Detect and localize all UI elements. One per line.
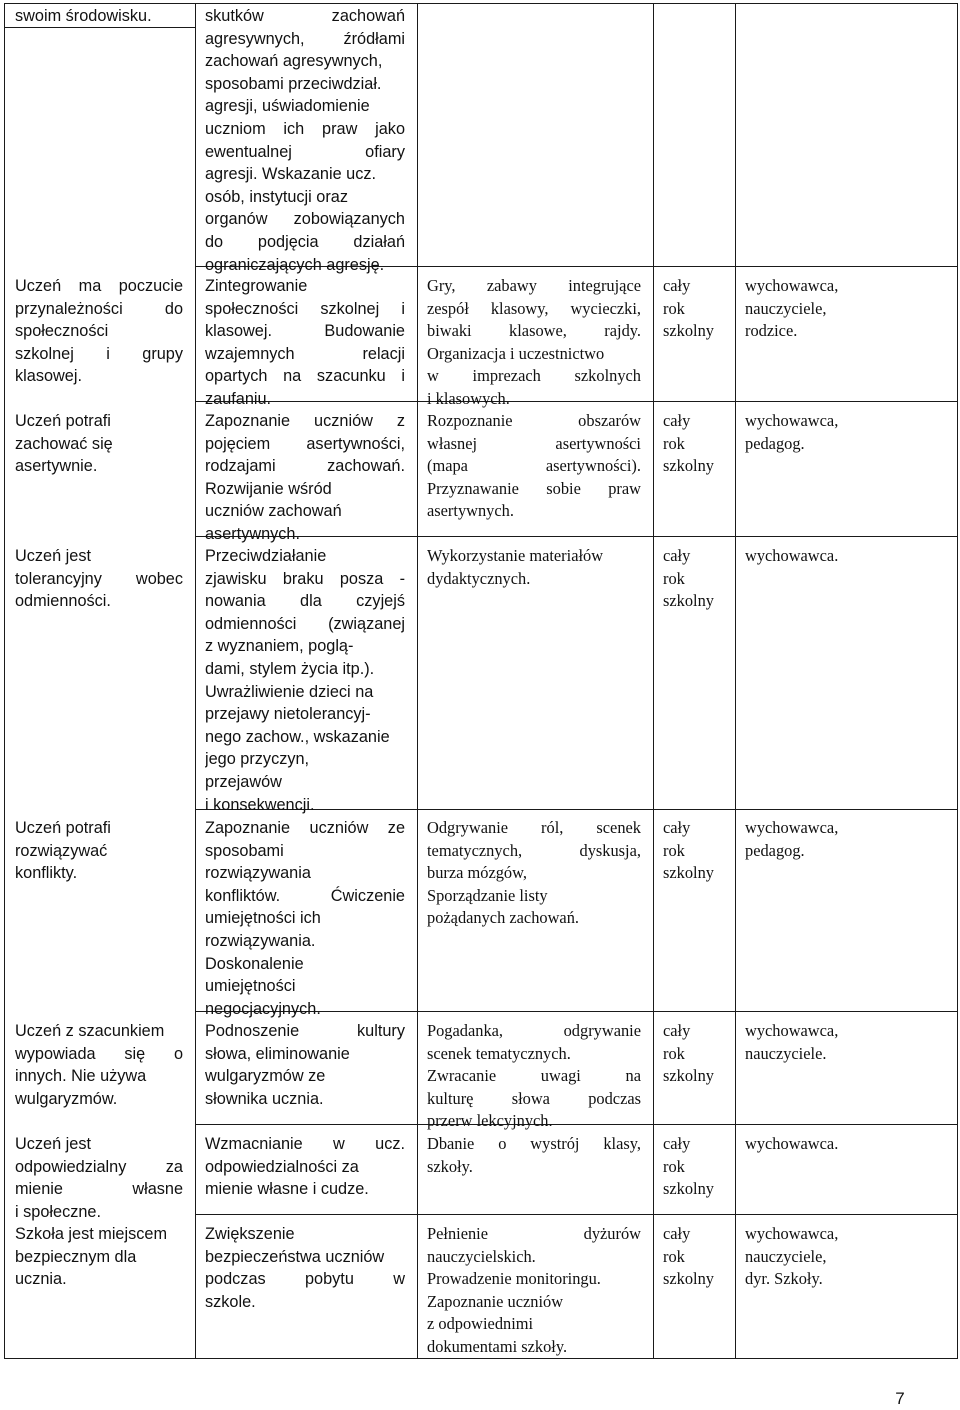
cell-text-line: opartych na szacunku i: [205, 367, 405, 386]
cell-text-line: przejawy nietolerancyj-: [205, 705, 371, 724]
cell-text-line: wychowawca,: [745, 818, 839, 837]
cell-text-line: wychowawca,: [745, 1224, 839, 1243]
cell-text-line: odpowiedzialny za: [15, 1157, 183, 1176]
cell-text-line: wypowiada się o: [15, 1044, 183, 1063]
cell-text-line: ograniczających agresję.: [205, 255, 385, 274]
table-cell-col3: [427, 1020, 641, 1133]
cell-text-line: sposobami: [205, 841, 284, 860]
table-cell-col5: [745, 410, 945, 455]
cell-text-line: i konsekwencji.: [205, 795, 315, 814]
cell-text-line: cały: [663, 276, 691, 295]
cell-text-line: rok: [663, 1043, 685, 1063]
cell-text-line: burza mózgów,: [427, 863, 527, 883]
cell-text-line: bezpieczeństwa uczniów: [205, 1247, 385, 1266]
cell-text-line: wychowawca,: [745, 411, 839, 430]
cell-text-line: umiejętności ich: [205, 909, 321, 928]
table-cell-col3: [427, 410, 641, 523]
cell-text-line: Doskonalenie: [205, 954, 304, 973]
column-divider: [195, 3, 196, 1359]
cell-text-line: z wyznaniem, poglą-: [205, 637, 354, 656]
cell-text-line: rozwiązywania.: [205, 931, 316, 950]
cell-text-line: szkolny: [663, 1179, 714, 1199]
cell-text-line: szkolnej i grupy: [15, 344, 183, 363]
cell-text-line: dyr. Szkoły.: [745, 1269, 823, 1289]
cell-text-line: odmienności.: [15, 592, 111, 611]
cell-text-line: Zintegrowanie: [205, 277, 308, 295]
table-cell-col4: [663, 1020, 723, 1088]
table-cell-col4: [663, 1223, 723, 1291]
cell-text-line: szkolny: [663, 591, 714, 611]
cell-text-line: agresji, uświadomienie: [205, 97, 370, 116]
cell-text-line: Uczeń z szacunkiem: [15, 1022, 165, 1040]
cell-text-line: cały: [663, 411, 691, 430]
table-cell-col4: [663, 275, 723, 343]
table-cell-col1: [15, 1020, 183, 1110]
cell-text-line: sposobami przeciwdział.: [205, 74, 382, 93]
cell-text-line: własnej asertywności: [427, 433, 641, 453]
table-cell-col5: [745, 275, 945, 343]
cell-text-line: mienie własne i cudze.: [205, 1180, 369, 1199]
cell-text-line: klasowej. Budowanie: [205, 322, 405, 341]
table-cell-col1: [15, 1133, 183, 1223]
table-cell-col1: [15, 1223, 183, 1291]
cell-text-line: zespół klasowy, wycieczki,: [427, 298, 641, 318]
cell-text-line: w imprezach szkolnych: [427, 366, 641, 386]
cell-text-line: (mapa asertywności).: [427, 456, 641, 476]
table-cell-col1: [15, 410, 183, 478]
cell-text-line: Uwrażliwienie dzieci na: [205, 682, 374, 701]
cell-text-line: rozwiązywania: [205, 864, 311, 883]
cell-text-line: rok: [663, 1246, 685, 1266]
cell-text-line: rok: [663, 433, 685, 453]
column-divider: [653, 3, 654, 1359]
cell-text-line: ewentualnej ofiary: [205, 142, 405, 161]
cell-text-line: odpowiedzialności za: [205, 1157, 359, 1176]
page-number: 7: [895, 1389, 905, 1408]
cell-text-line: przerw lekcyjnych.: [427, 1111, 553, 1131]
table-cell-col1: [15, 275, 183, 388]
cell-text-line: zachować się: [15, 434, 113, 453]
cell-text-line: szkolny: [663, 1066, 714, 1086]
cell-text-line: Zapoznanie uczniów: [427, 1291, 564, 1311]
cell-text-line: Zwiększenie: [205, 1225, 295, 1243]
cell-text-line: uczniom ich praw jako: [205, 119, 405, 138]
cell-text-line: szkolny: [663, 1269, 714, 1289]
cell-text-line: szkolny: [663, 863, 714, 883]
cell-text-line: Rozwijanie wśród: [205, 479, 332, 498]
cell-text-line: pojęciem asertywności,: [205, 434, 405, 453]
cell-text-line: Pogadanka, odgrywanie: [427, 1021, 641, 1040]
cell-text-line: zjawisku braku posza -: [205, 569, 405, 588]
table-cell-col5: [745, 1020, 945, 1065]
table-cell-col2: [205, 1133, 405, 1201]
cell-text-line: odmienności (związanej: [205, 614, 405, 633]
cell-text-line: przynależności do: [15, 299, 183, 318]
cell-text-line: pożądanych zachowań.: [427, 908, 579, 928]
cell-text-line: nauczycielskich.: [427, 1246, 536, 1266]
cell-text-line: rodzice.: [745, 321, 798, 341]
cell-text-line: dami, stylem życia itp.).: [205, 659, 375, 678]
cell-text-line: Uczeń jest: [15, 1135, 92, 1153]
cell-text-line: szkolny: [663, 456, 714, 476]
cell-text-line: zachowań agresywnych,: [205, 52, 383, 71]
cell-text-line: kulturę słowa podczas: [427, 1088, 641, 1108]
cell-text-line: rok: [663, 840, 685, 860]
cell-text-line: Wzmacnianie w ucz.: [205, 1135, 405, 1153]
cell-text-line: Dbanie o wystrój klasy,: [427, 1134, 641, 1153]
cell-text-line: Uczeń potrafi: [15, 819, 111, 837]
cell-text-line: asertywnie.: [15, 457, 98, 476]
table-cell-col5: [745, 1133, 945, 1156]
cell-text-line: rok: [663, 1156, 685, 1176]
cell-text-line: nego zachow., wskazanie: [205, 727, 390, 746]
cell-text-line: Pełnienie dyżurów: [427, 1224, 641, 1243]
cell-text-line: wychowawca,: [745, 1021, 839, 1040]
cell-text-line: Zapoznanie uczniów z: [205, 412, 405, 430]
cell-text-line: mienie własne: [15, 1180, 183, 1199]
cell-text-line: cały: [663, 546, 691, 565]
cell-text-line: Wykorzystanie materiałów: [427, 546, 604, 565]
cell-text-line: Podnoszenie kultury: [205, 1022, 405, 1040]
column-divider: [417, 3, 418, 1359]
cell-text-line: asertywnych.: [427, 501, 514, 521]
table-cell-col2: [205, 545, 405, 816]
cell-text-line: społeczności szkolnej i: [205, 299, 405, 318]
cell-text-line: cały: [663, 1134, 691, 1153]
cell-text-line: bezpiecznym dla: [15, 1247, 137, 1266]
table-cell-col3: [427, 275, 641, 411]
cell-text-line: nauczyciele,: [745, 298, 827, 318]
table-cell-col3: [427, 545, 641, 590]
cell-text-line: podczas pobytu w: [205, 1270, 405, 1289]
cell-text-line: Zapoznanie uczniów ze: [205, 819, 405, 837]
table-cell-col2: [205, 817, 405, 1020]
cell-text-line: i społeczne.: [15, 1202, 101, 1221]
cell-text-line: Przeciwdziałanie: [205, 547, 327, 565]
cell-text-line: uczniów zachowań: [205, 502, 342, 521]
table-cell-col2: [205, 1223, 405, 1313]
cell-text-line: agresji. Wskazanie ucz.: [205, 165, 377, 184]
column-divider: [735, 3, 736, 1359]
cell-text-line: szkole.: [205, 1292, 256, 1311]
cell-text-line: Uczeń jest: [15, 547, 92, 565]
cell-text-line: klasowej.: [15, 367, 82, 386]
table-cell-col1: [15, 545, 183, 613]
cell-text-line: szkoły.: [427, 1156, 473, 1176]
cell-text-line: rozwiązywać: [15, 841, 108, 860]
cell-text-line: wychowawca.: [745, 546, 839, 565]
cell-text-line: Zwracanie uwagi na: [427, 1066, 641, 1086]
table-cell-col4: [663, 410, 723, 478]
cell-text-line: innych. Nie używa: [15, 1067, 147, 1086]
table-cell-col4: [663, 545, 723, 613]
cell-text-line: umiejętności: [205, 977, 296, 996]
cell-text-line: agresywnych, źródłami: [205, 29, 405, 48]
table-cell-col4: [663, 817, 723, 885]
cell-text-line: skutków zachowań: [205, 7, 405, 25]
cell-text-line: rodzajami zachowań.: [205, 457, 405, 476]
cell-text-line: Odgrywanie ról, scenek: [427, 818, 641, 837]
cell-text-line: wzajemnych relacji: [205, 344, 405, 363]
cell-text-line: ucznia.: [15, 1270, 67, 1289]
table-cell-col2: [205, 275, 405, 411]
cell-text-line: Uczeń ma poczucie: [15, 277, 183, 295]
cell-text-line: asertywnych.: [205, 524, 301, 543]
cell-text-line: słownika ucznia.: [205, 1089, 324, 1108]
cell-text-line: wychowawca.: [745, 1134, 839, 1153]
cell-text-line: przejawów: [205, 772, 282, 791]
table-cell-col4: [663, 1133, 723, 1201]
cell-text-line: Uczeń potrafi: [15, 412, 111, 430]
table-cell-col2: [205, 410, 405, 546]
cell-text-line: osób, instytucji oraz: [205, 187, 348, 206]
cell-text-line: nauczyciele,: [745, 1246, 827, 1266]
cell-text-line: Sporządzanie listy: [427, 885, 548, 905]
cell-text-line: Rozpoznanie obszarów: [427, 411, 641, 430]
table-cell-col2: [205, 5, 405, 276]
cell-text-line: nauczyciele.: [745, 1043, 827, 1063]
cell-text-line: cały: [663, 1224, 691, 1243]
cell-text-line: swoim środowisku.: [15, 7, 152, 25]
cell-text-line: społeczności: [15, 322, 109, 341]
table-border-left: [4, 3, 5, 1359]
cell-text-line: Organizacja i uczestnictwo: [427, 343, 605, 363]
table-cell-col3: [427, 817, 641, 930]
cell-text-line: szkolny: [663, 321, 714, 341]
cell-text-line: Przyznawanie sobie praw: [427, 478, 641, 498]
table-cell-col2: [205, 1020, 405, 1110]
table-border-right: [957, 3, 958, 1359]
cell-text-line: cały: [663, 1021, 691, 1040]
cell-text-line: negocjacyjnych.: [205, 999, 321, 1018]
cell-text-line: wulgaryzmów.: [15, 1089, 118, 1108]
cell-text-line: scenek tematycznych.: [427, 1043, 571, 1063]
cell-text-line: organów zobowiązanych: [205, 210, 405, 229]
cell-text-line: biwaki klasowe, rajdy.: [427, 321, 641, 341]
cell-text-line: tematycznych, dyskusja,: [427, 840, 641, 860]
cell-text-line: rok: [663, 298, 685, 318]
table-cell-col5: [745, 1223, 945, 1291]
cell-text-line: dydaktycznych.: [427, 568, 531, 588]
cell-text-line: rok: [663, 568, 685, 588]
cell-text-line: pedagog.: [745, 840, 805, 860]
cell-text-line: dokumentami szkoły.: [427, 1336, 568, 1356]
cell-text-line: Prowadzenie monitoringu.: [427, 1269, 601, 1289]
cell-text-line: konfliktów. Ćwiczenie: [205, 886, 405, 905]
cell-text-line: cały: [663, 818, 691, 837]
cell-text-line: do podjęcia działań: [205, 232, 405, 251]
cell-text-line: wychowawca,: [745, 276, 839, 295]
table-cell-col3: [427, 1223, 641, 1359]
table-cell-col5: [745, 545, 945, 568]
cell-text-line: z odpowiednimi: [427, 1314, 534, 1334]
cell-text-line: Gry, zabawy integrujące: [427, 276, 641, 295]
cell-text-line: wulgaryzmów ze: [205, 1067, 326, 1086]
cell-text-line: i klasowych.: [427, 388, 510, 408]
cell-text-line: konflikty.: [15, 864, 78, 883]
cell-text-line: zaufaniu.: [205, 389, 272, 408]
table-border-top: [4, 3, 958, 4]
cell-text-line: jego przyczyn,: [205, 750, 310, 769]
cell-text-line: słowa, eliminowanie: [205, 1044, 350, 1063]
cell-text-line: nowania dla czyjejś: [205, 592, 405, 611]
cell-text-line: pedagog.: [745, 433, 805, 453]
table-cell-col5: [745, 817, 945, 862]
cell-text-line: tolerancyjny wobec: [15, 569, 183, 588]
row-divider: [195, 1214, 958, 1215]
cell-text-line: Szkoła jest miejscem: [15, 1225, 168, 1243]
table-cell-col1: [15, 5, 183, 28]
table-cell-col1: [15, 817, 183, 885]
table-cell-col3: [427, 1133, 641, 1178]
